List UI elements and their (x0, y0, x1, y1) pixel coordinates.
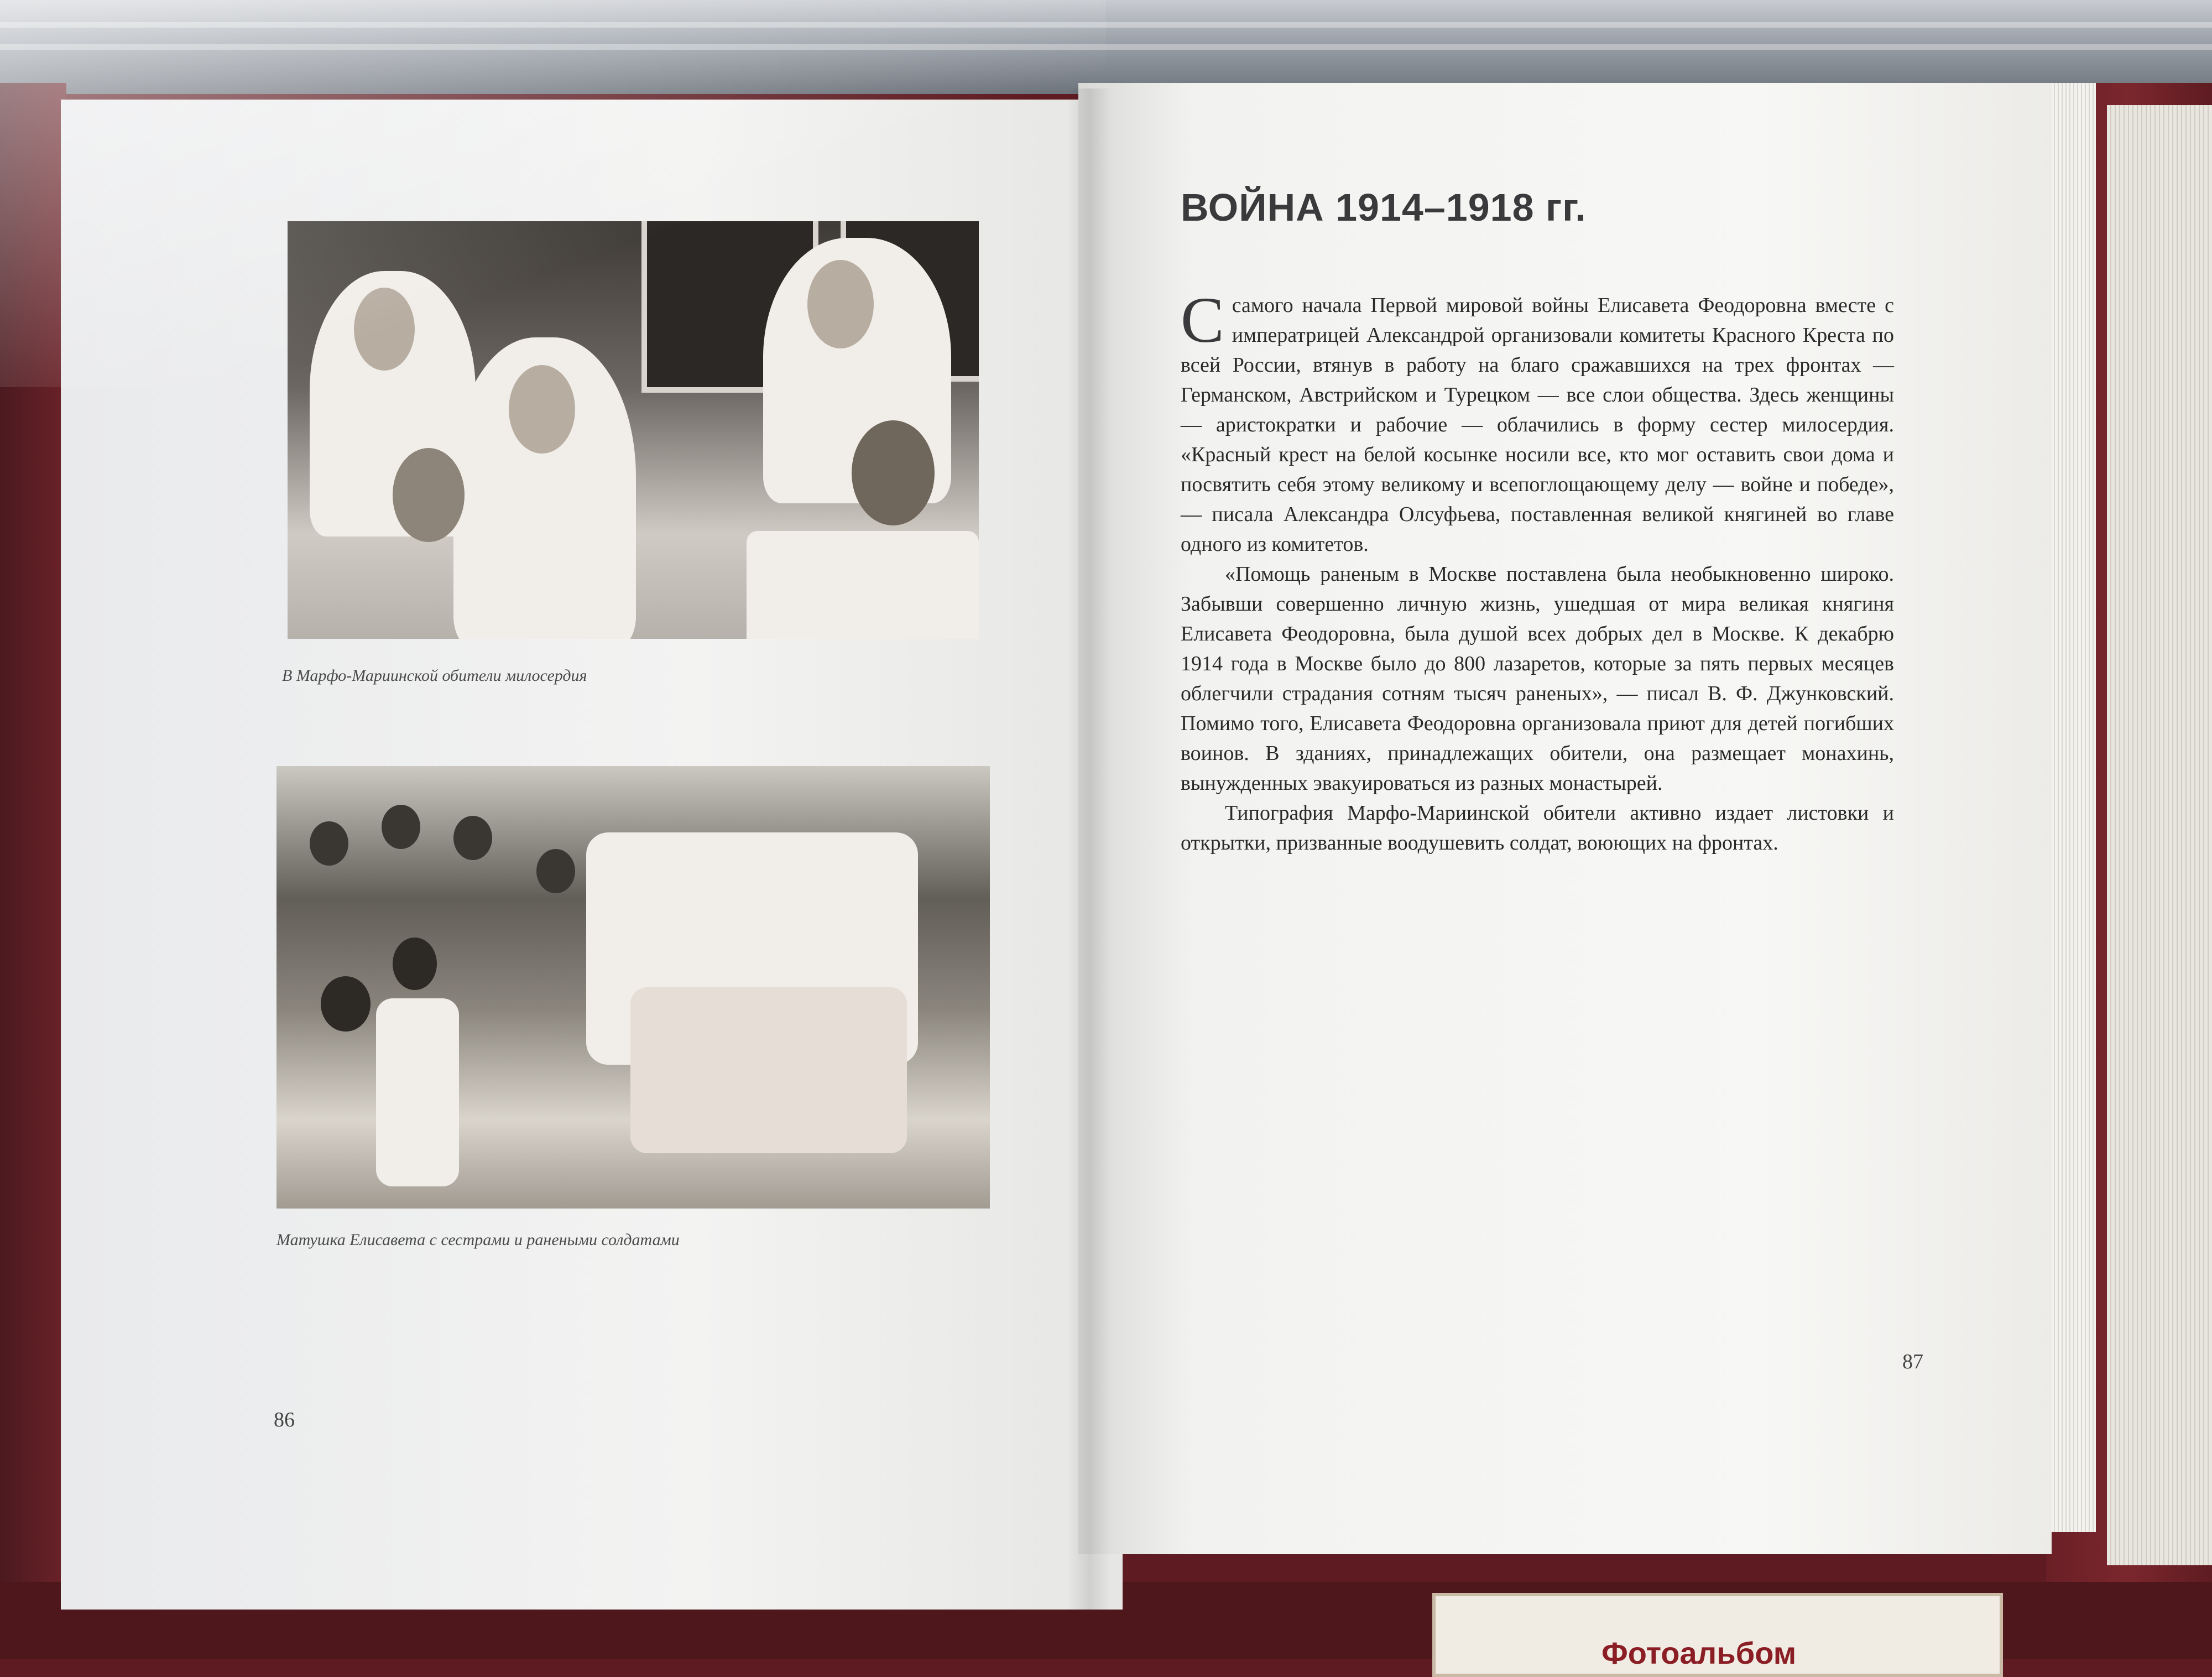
person-head (453, 816, 492, 860)
chapter-body (1181, 284, 1894, 858)
photo-group-with-soldiers (276, 766, 990, 1209)
paragraph-3: Типография Марфо-Мариинской обители активно издает листовки и открытки, призванные воодушевить солдат, воюющих на фронтах. (1181, 801, 1894, 855)
photo-nuns-with-wounded (288, 221, 979, 639)
person-head (321, 976, 371, 1032)
paragraph-2: «Помощь раненым в Москве поставлена была необыкновенно широко. Забывши совершенно личную жизнь, ушедшая от мира великая княгиня Елисавета Феодоровна, была душой всех добрых дел в Москве. К декабрю 1914 года в Москве было до 800 лазаретов, которые за пять первых месяцев облегчили страдания сотням тысяч раненых», — писал В. Ф. Джунковский. Помимо того, Елисавета Феодоровна организовала приют для детей погибших воинов. В зданиях, принадлежащих обители, она размещает монахинь, вынужденных эвакуироваться из разных монастырей. (1181, 563, 1894, 795)
glass-reflection (0, 44, 2212, 50)
white-gown (747, 531, 979, 639)
white-robe (376, 998, 459, 1186)
adjacent-book-pages (2107, 105, 2212, 1565)
page-number-left: 86 (274, 1408, 295, 1431)
exhibit-placard (1432, 1593, 2003, 1677)
display-case-left (0, 83, 66, 1659)
placard-text: Фотоальбом (1601, 1636, 1797, 1670)
drop-cap: С (1181, 284, 1224, 356)
nun-face (807, 260, 874, 348)
book-gutter (1067, 88, 1112, 1610)
person-head (382, 805, 420, 849)
nun-face (354, 288, 415, 371)
nun-face (509, 365, 575, 454)
soldier-face (852, 420, 935, 525)
photo-caption-bottom: Матушка Елисавета с сестрами и ранеными солдатами (276, 1231, 680, 1249)
photo-caption-top: В Марфо-Мариинской обители милосердия (282, 666, 587, 685)
person-head (536, 849, 575, 893)
soldier-face (393, 448, 465, 542)
page-number-right: 87 (1902, 1350, 1923, 1373)
paragraph-1-text: самого начала Первой мировой войны Елисавета Феодоровна вместе с императрицей Александрой организовали комитеты Красного Креста по всей России, втянув в работу на благо сражавшихся на трех фронтах — Германском, Австрийском и Турецком — все слои общества. Здесь женщины — аристократки и рабочие — облачились в форму сестер милосердия. «Красный крест на белой косынке носили все, кто мог оставить свои дома и посвятить себя этому великому и всепоглощающему делу — войне и победе», — писала Александра Олсуфьева, поставленная великой княгиней во главе одного из комитетов. (1181, 294, 1894, 556)
chapter-title: ВОЙНА 1914–1918 гг. (1181, 186, 1587, 229)
glass-reflection (0, 22, 2212, 28)
paragraph-1 (1181, 284, 1894, 559)
person-head (393, 938, 437, 990)
person-head (310, 821, 348, 866)
seated-nuns (630, 987, 907, 1153)
display-case-top (0, 0, 2212, 94)
